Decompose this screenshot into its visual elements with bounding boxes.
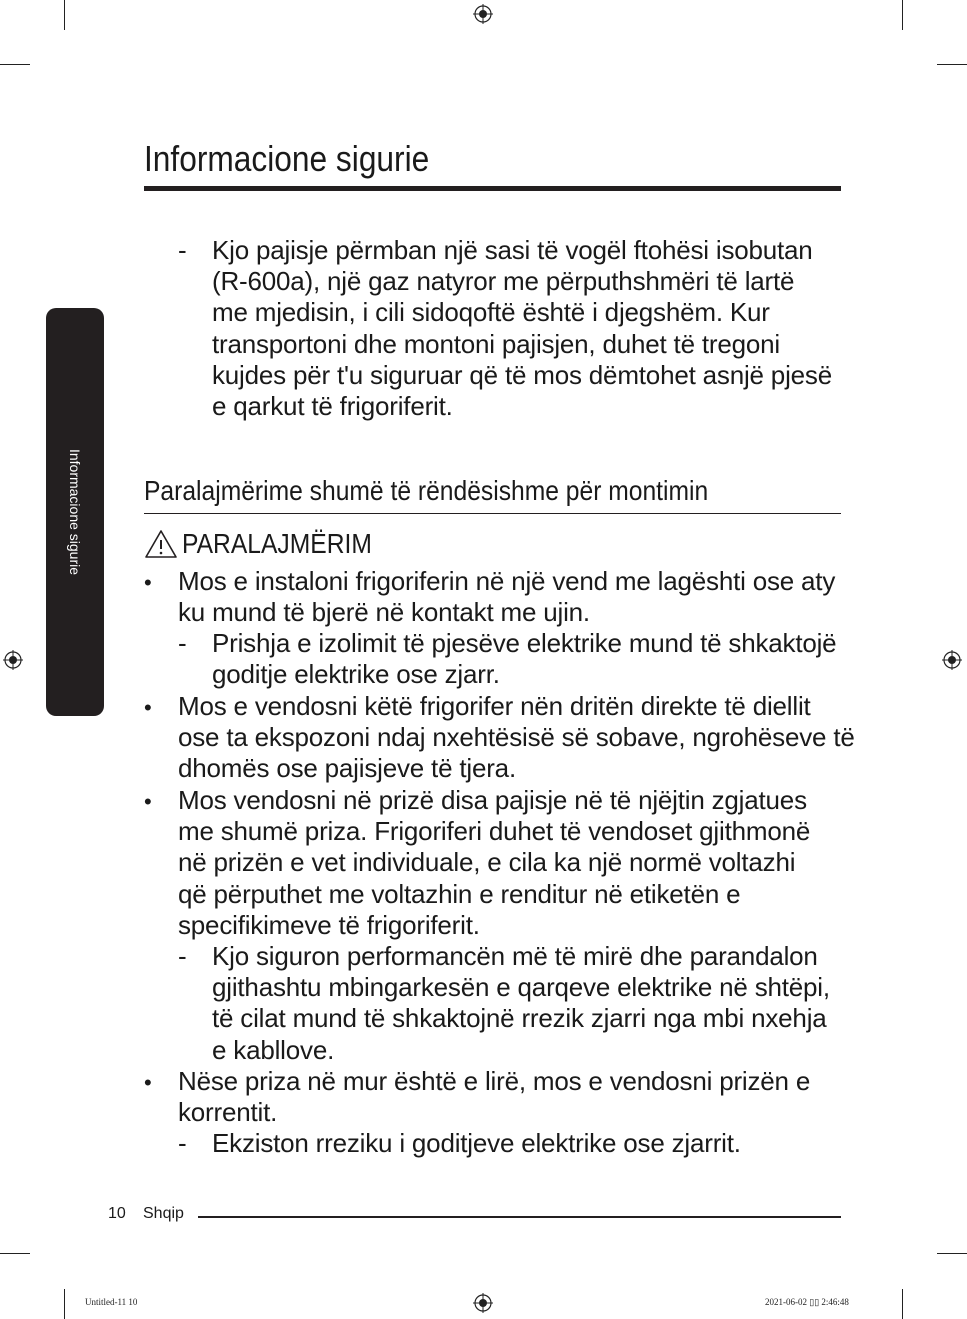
sub-item bbox=[212, 941, 830, 1066]
bullet-symbol: • bbox=[144, 695, 152, 720]
crop-mark bbox=[64, 1289, 65, 1319]
crop-mark bbox=[0, 64, 30, 65]
text-line: ku mund të bjerë në kontakt me ujin. bbox=[178, 597, 590, 628]
footer-language: Shqip bbox=[143, 1205, 184, 1222]
text-line: me shumë priza. Frigoriferi duhet të vendoset gjithmonë bbox=[178, 816, 811, 847]
section-heading: Paralajmërime shumë të rëndësishme për montimin bbox=[144, 475, 709, 506]
registration-mark-icon bbox=[942, 650, 962, 670]
title-divider bbox=[144, 186, 841, 191]
print-slug-left: Untitled-11 10 bbox=[85, 1297, 138, 1307]
intro-paragraph bbox=[212, 235, 832, 422]
crop-mark bbox=[937, 64, 967, 65]
text-line: e qarkut të frigoriferit. bbox=[212, 391, 453, 422]
text-line: Mos e vendosni këtë frigorifer nën dritën direkte të diellit bbox=[178, 691, 811, 721]
text-line: Kjo siguron performancën më të mirë dhe parandalon bbox=[212, 941, 818, 971]
text-line: të cilat mund të shkaktojnë rrezik zjarri nga mbi nxehja bbox=[212, 1003, 827, 1034]
registration-mark-icon bbox=[473, 4, 493, 24]
text-line: Nëse priza në mur është e lirë, mos e vendosni prizën e bbox=[178, 1066, 811, 1096]
text-line: Prishja e izolimit të pjesëve elektrike mund të shkaktojë bbox=[212, 628, 837, 658]
text-line: ose ta ekspozoni ndaj nxehtësisë së sobave, ngrohëseve të bbox=[178, 722, 855, 753]
text-line: gjithashtu mbingarkesën e qarqeve elektrike në shtëpi, bbox=[212, 972, 830, 1003]
bullet-item bbox=[178, 785, 810, 941]
text-line: transportoni dhe montoni pajisjen, duhet të tregoni bbox=[212, 328, 780, 359]
crop-mark bbox=[902, 0, 903, 30]
text-line: Mos vendosni në prizë disa pajisje në të njëjtin zgjatues bbox=[178, 785, 807, 815]
sub-item bbox=[212, 1128, 741, 1159]
text-line: Ekziston rreziku i goditjeve elektrike ose zjarrit. bbox=[212, 1128, 741, 1158]
warning-heading bbox=[144, 527, 398, 561]
text-line: me mjedisin, i cili sidoqoftë është i djegshëm. Kur bbox=[212, 297, 770, 328]
bullet-symbol: • bbox=[144, 789, 152, 814]
sub-item bbox=[212, 628, 836, 690]
footer-divider bbox=[198, 1216, 841, 1218]
sub-item-dash: - bbox=[178, 941, 187, 971]
text-line: dhomës ose pajisjeve të tjera. bbox=[178, 753, 516, 784]
warning-triangle-icon bbox=[144, 529, 178, 559]
text-line: goditje elektrike ose zjarr. bbox=[212, 659, 500, 690]
text-line: Mos e instaloni frigoriferin në një vend me lagështi ose aty bbox=[178, 566, 836, 596]
text-line: kujdes për t'u siguruar që të mos dëmtohet asnjë pjesë bbox=[212, 359, 832, 390]
side-tab-label: Informacione sigurie bbox=[67, 448, 83, 576]
print-slug-right: 2021-06-02 ▯▯ 2:46:48 bbox=[765, 1297, 849, 1307]
intro-dash: - bbox=[178, 235, 187, 265]
text-line: e kabllove. bbox=[212, 1034, 335, 1065]
section-divider bbox=[144, 513, 841, 514]
page-title: Informacione sigurie bbox=[144, 138, 430, 179]
bullet-symbol: • bbox=[144, 570, 152, 595]
bullet-symbol: • bbox=[144, 1070, 152, 1095]
crop-mark bbox=[0, 1253, 30, 1254]
crop-mark bbox=[902, 1289, 903, 1319]
text-line: (R-600a), një gaz natyror me përputhshmëri të lartë bbox=[212, 266, 795, 297]
bullet-item bbox=[178, 566, 835, 628]
bullet-item bbox=[178, 691, 855, 785]
bullet-item bbox=[178, 1066, 810, 1128]
warning-label: PARALAJMËRIM bbox=[182, 528, 372, 559]
registration-mark-icon bbox=[473, 1293, 493, 1313]
crop-mark bbox=[937, 1253, 967, 1254]
text-line: korrentit. bbox=[178, 1097, 278, 1128]
text-line: Kjo pajisje përmban një sasi të vogël ftohësi isobutan bbox=[212, 235, 813, 265]
side-section-tab bbox=[46, 308, 104, 716]
registration-mark-icon bbox=[3, 650, 23, 670]
crop-mark bbox=[64, 0, 65, 30]
text-line: në prizën e vet individuale, e cila ka një normë voltazhi bbox=[178, 847, 796, 878]
sub-item-dash: - bbox=[178, 628, 187, 658]
text-line: specifikimeve të frigoriferit. bbox=[178, 909, 480, 940]
page-number: 10 bbox=[108, 1205, 126, 1222]
sub-item-dash: - bbox=[178, 1128, 187, 1158]
text-line: që përputhet me voltazhin e renditur në etiketën e bbox=[178, 878, 741, 909]
